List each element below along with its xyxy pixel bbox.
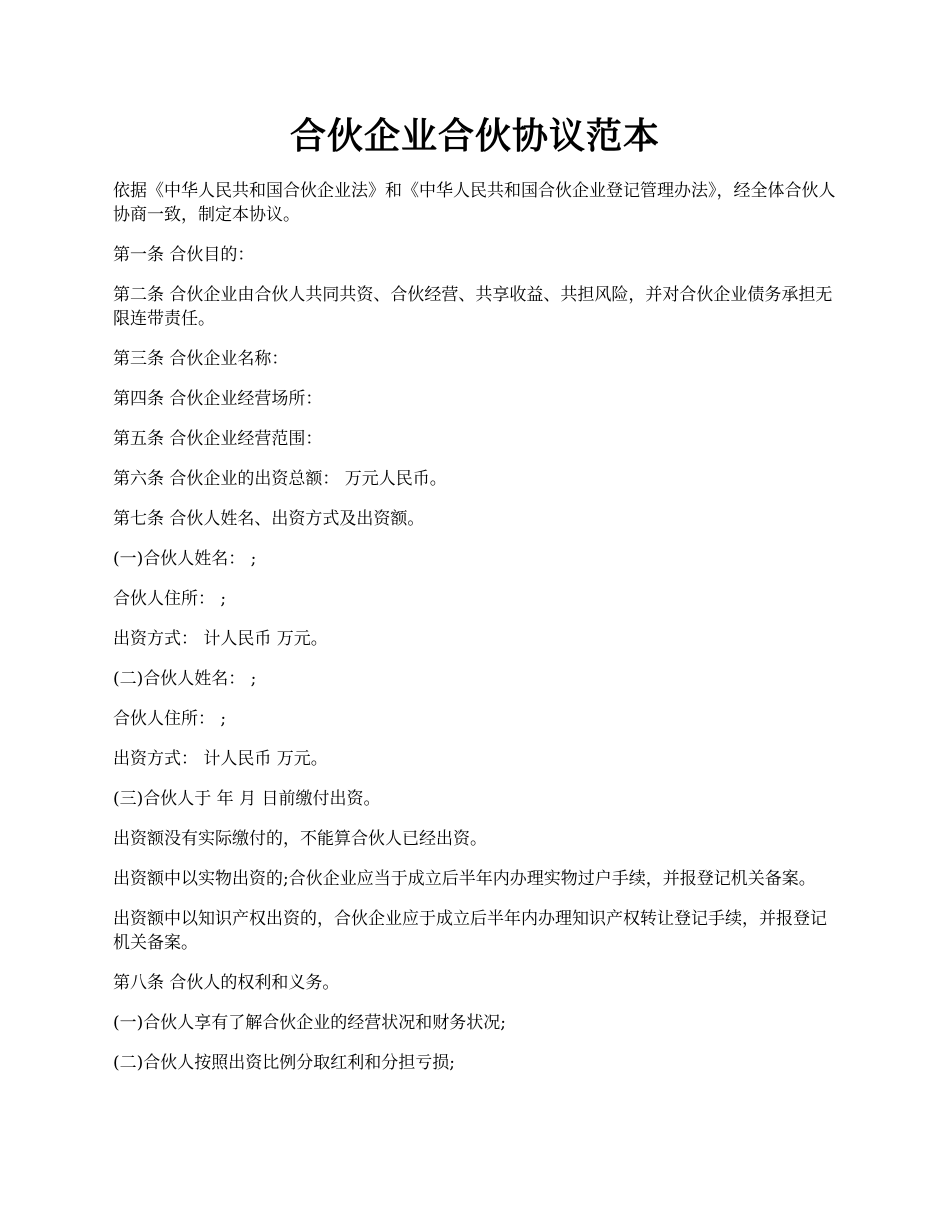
paragraph-preamble: 依据《中华人民共和国合伙企业法》和《中华人民共和国合伙企业登记管理办法》，经全体合伙人协商一致，制定本协议。 bbox=[113, 181, 836, 225]
paragraph-right-2: (二)合伙人按照出资比例分取红利和分担亏损; bbox=[113, 1053, 455, 1073]
document-title: 合伙企业合伙协议范本 bbox=[289, 115, 660, 157]
paragraph-right-1: (一)合伙人享有了解合伙企业的经营状况和财务状况; bbox=[113, 1013, 506, 1033]
paragraph-article-6: 第六条 合伙企业的出资总额： 万元人民币。 bbox=[113, 469, 447, 489]
paragraph-article-8: 第八条 合伙人的权利和义务。 bbox=[113, 973, 340, 993]
paragraph-payment-deadline: (三)合伙人于 年 月 日前缴付出资。 bbox=[113, 789, 381, 809]
document-body bbox=[113, 179, 841, 1091]
paragraph-partner-1-name: (一)合伙人姓名： ; bbox=[113, 549, 257, 569]
paragraph-ip-contribution: 出资额中以知识产权出资的，合伙企业应于成立后半年内办理知识产权转让登记手续，并报登记机关备案。 bbox=[113, 909, 827, 953]
paragraph-in-kind-contribution: 出资额中以实物出资的;合伙企业应当于成立后半年内办理实物过户手续，并报登记机关备案。 bbox=[113, 869, 816, 889]
paragraph-partner-2-address: 合伙人住所： ; bbox=[113, 709, 227, 729]
paragraph-article-1: 第一条 合伙目的： bbox=[113, 245, 255, 265]
paragraph-unpaid-contribution: 出资额没有实际缴付的，不能算合伙人已经出资。 bbox=[113, 829, 487, 849]
paragraph-partner-1-contribution: 出资方式： 计人民币 万元。 bbox=[113, 629, 328, 649]
paragraph-article-7: 第七条 合伙人姓名、出资方式及出资额。 bbox=[113, 509, 425, 529]
paragraph-article-3: 第三条 合伙企业名称： bbox=[113, 349, 289, 369]
paragraph-partner-2-contribution: 出资方式： 计人民币 万元。 bbox=[113, 749, 328, 769]
paragraph-article-2: 第二条 合伙企业由合伙人共同共资、合伙经营、共享收益、共担风险，并对合伙企业债务承担无限连带责任。 bbox=[113, 285, 833, 329]
paragraph-article-4: 第四条 合伙企业经营场所： bbox=[113, 389, 323, 409]
paragraph-partner-1-address: 合伙人住所： ; bbox=[113, 589, 227, 609]
paragraph-article-5: 第五条 合伙企业经营范围： bbox=[113, 429, 323, 449]
paragraph-partner-2-name: (二)合伙人姓名： ; bbox=[113, 669, 257, 689]
